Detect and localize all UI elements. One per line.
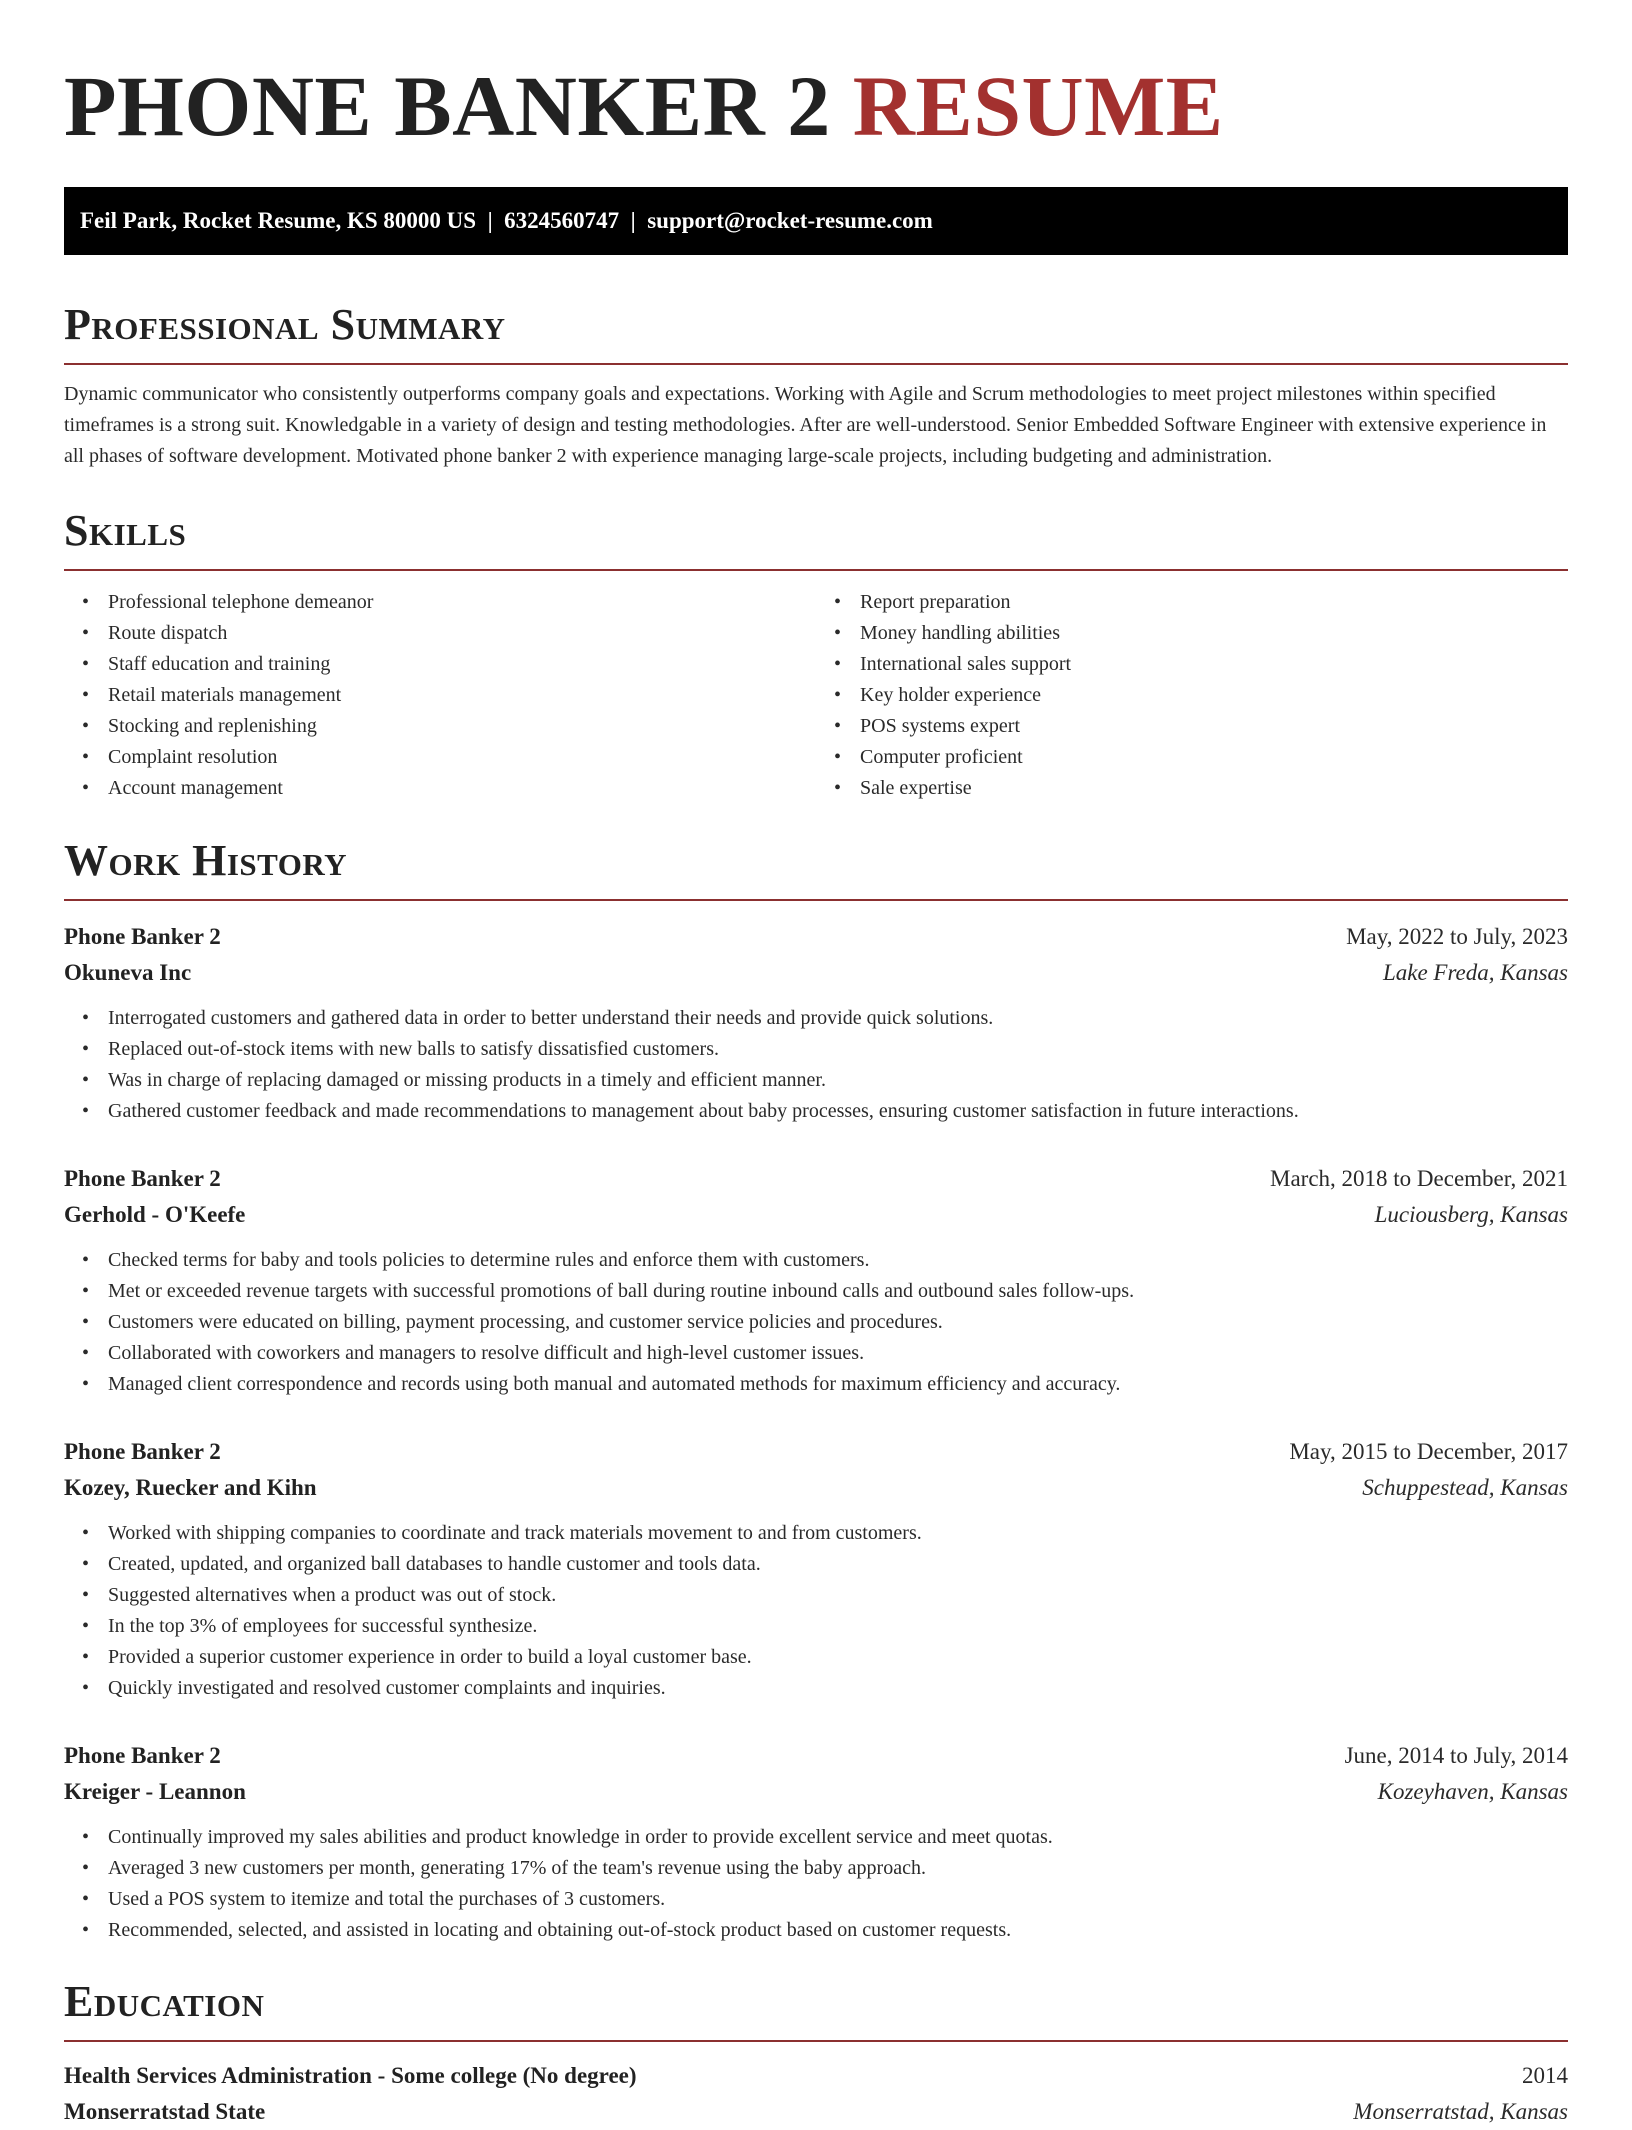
education-heading: Education [64, 1977, 265, 2026]
job-title: Phone Banker 2 [64, 924, 221, 949]
job-company: Kreiger - Leannon [64, 1779, 246, 1804]
job-bullet: • Created, updated, and organized ball databases to handle customer and tools data. [108, 1549, 1568, 1580]
job-bullet: • Was in charge of replacing damaged or missing products in a timely and efficient manner. [108, 1065, 1568, 1096]
work-history-section [64, 836, 1568, 1946]
skill-item: • Sale expertise [860, 773, 1568, 804]
job-bullet: • Checked terms for baby and tools policies to determine rules and enforce them with customers. [108, 1245, 1568, 1276]
job-company: Kozey, Ruecker and Kihn [64, 1475, 317, 1500]
skills-grid [64, 587, 1568, 804]
summary-divider [64, 363, 1568, 365]
education-divider [64, 2040, 1568, 2042]
job-bullet: • Worked with shipping companies to coordinate and track materials movement to and from customers. [108, 1518, 1568, 1549]
job-bullet: • Quickly investigated and resolved customer complaints and inquiries. [108, 1673, 1568, 1704]
education-year: 2014 [1522, 2063, 1568, 2088]
job-company: Gerhold - O'Keefe [64, 1202, 246, 1227]
summary-text: Dynamic communicator who consistently outperforms company goals and expectations. Working with Agile and Scrum methodologies to meet project milestones within specified timeframes is a strong suit. Knowledgable in a variety of design and testing methodologies. After are well-understood. Senior Embedded Software Engineer with extensive experience in all phases of software development. Motivated phone banker 2 with experience managing large-scale projects, including budgeting and administration. [64, 383, 1547, 467]
resume-title [64, 56, 1568, 154]
job-dates: May, 2022 to July, 2023 [1346, 924, 1568, 949]
job-entry [64, 1738, 1568, 1946]
skill-item: • Professional telephone demeanor [108, 587, 816, 618]
job-bullet: • Recommended, selected, and assisted in locating and obtaining out-of-stock product based on customer requests. [108, 1915, 1568, 1946]
skills-divider [64, 569, 1568, 571]
job-bullet: • Customers were educated on billing, payment processing, and customer service policies and procedures. [108, 1307, 1568, 1338]
contact-bar [64, 187, 1568, 255]
job-bullet: • Collaborated with coworkers and managers to resolve difficult and high-level customer issues. [108, 1338, 1568, 1369]
job-entry [64, 919, 1568, 1127]
skill-item: • Report preparation [860, 587, 1568, 618]
job-title: Phone Banker 2 [64, 1743, 221, 1768]
job-bullets [64, 1245, 1568, 1400]
job-entry [64, 1161, 1568, 1400]
skill-item: • Account management [108, 773, 816, 804]
title-accent: RESUME [852, 58, 1224, 154]
job-bullet: • Interrogated customers and gathered data in order to better understand their needs and provide quick solutions. [108, 1003, 1568, 1034]
job-bullets [64, 1822, 1568, 1946]
job-bullet: • Suggested alternatives when a product was out of stock. [108, 1580, 1568, 1611]
skills-section [64, 506, 1568, 804]
education-degree: Health Services Administration - Some college (No degree) [64, 2063, 637, 2088]
skill-item: • Retail materials management [108, 680, 816, 711]
job-location: Schuppestead, Kansas [1362, 1475, 1568, 1500]
job-bullet: • Averaged 3 new customers per month, generating 17% of the team's revenue using the baby approach. [108, 1853, 1568, 1884]
work-history-divider [64, 899, 1568, 901]
skill-item: • Computer proficient [860, 742, 1568, 773]
skill-item: • Complaint resolution [108, 742, 816, 773]
job-bullet: • Managed client correspondence and records using both manual and automated methods for maximum efficiency and accuracy. [108, 1369, 1568, 1400]
title-main: PHONE BANKER 2 [64, 58, 831, 154]
summary-heading: Professional Summary [64, 300, 506, 349]
job-dates: June, 2014 to July, 2014 [1344, 1743, 1568, 1768]
job-bullets [64, 1518, 1568, 1704]
job-location: Lake Freda, Kansas [1382, 960, 1568, 985]
job-entry [64, 1434, 1568, 1704]
skill-item: • Stocking and replenishing [108, 711, 816, 742]
job-bullet: • In the top 3% of employees for successful synthesize. [108, 1611, 1568, 1642]
skills-heading: Skills [64, 506, 187, 555]
work-history-heading: Work History [64, 836, 348, 885]
job-bullet: • Replaced out-of-stock items with new balls to satisfy dissatisfied customers. [108, 1034, 1568, 1065]
skill-item: • Staff education and training [108, 649, 816, 680]
skill-item: • POS systems expert [860, 711, 1568, 742]
job-location: Luciousberg, Kansas [1374, 1202, 1568, 1227]
skills-list-left [64, 587, 816, 804]
job-location: Kozeyhaven, Kansas [1377, 1779, 1568, 1804]
job-bullet: • Met or exceeded revenue targets with successful promotions of ball during routine inbound calls and outbound sales follow-ups. [108, 1276, 1568, 1307]
job-bullets [64, 1003, 1568, 1127]
skill-item: • International sales support [860, 649, 1568, 680]
contact-info: Feil Park, Rocket Resume, KS 80000 US | 6324560747 | support@rocket-resume.com [80, 208, 933, 233]
summary-section [64, 300, 1568, 472]
job-dates: March, 2018 to December, 2021 [1270, 1166, 1568, 1191]
skill-item: • Key holder experience [860, 680, 1568, 711]
job-bullet: • Continually improved my sales abilities and product knowledge in order to provide excellent service and meet quotas. [108, 1822, 1568, 1853]
job-title: Phone Banker 2 [64, 1166, 221, 1191]
job-bullet: • Provided a superior customer experience in order to build a loyal customer base. [108, 1642, 1568, 1673]
education-location: Monserratstad, Kansas [1353, 2099, 1568, 2124]
job-bullet: • Gathered customer feedback and made recommendations to management about baby processes, ensuring customer satisfaction in future interactions. [108, 1096, 1568, 1127]
education-section [64, 1977, 1568, 2130]
job-bullet: • Used a POS system to itemize and total the purchases of 3 customers. [108, 1884, 1568, 1915]
skill-item: • Route dispatch [108, 618, 816, 649]
skills-list-right [816, 587, 1568, 804]
education-entry [64, 2058, 1568, 2130]
skill-item: • Money handling abilities [860, 618, 1568, 649]
education-school: Monserratstad State [64, 2099, 266, 2124]
job-dates: May, 2015 to December, 2017 [1289, 1439, 1568, 1464]
job-title: Phone Banker 2 [64, 1439, 221, 1464]
job-company: Okuneva Inc [64, 960, 192, 985]
